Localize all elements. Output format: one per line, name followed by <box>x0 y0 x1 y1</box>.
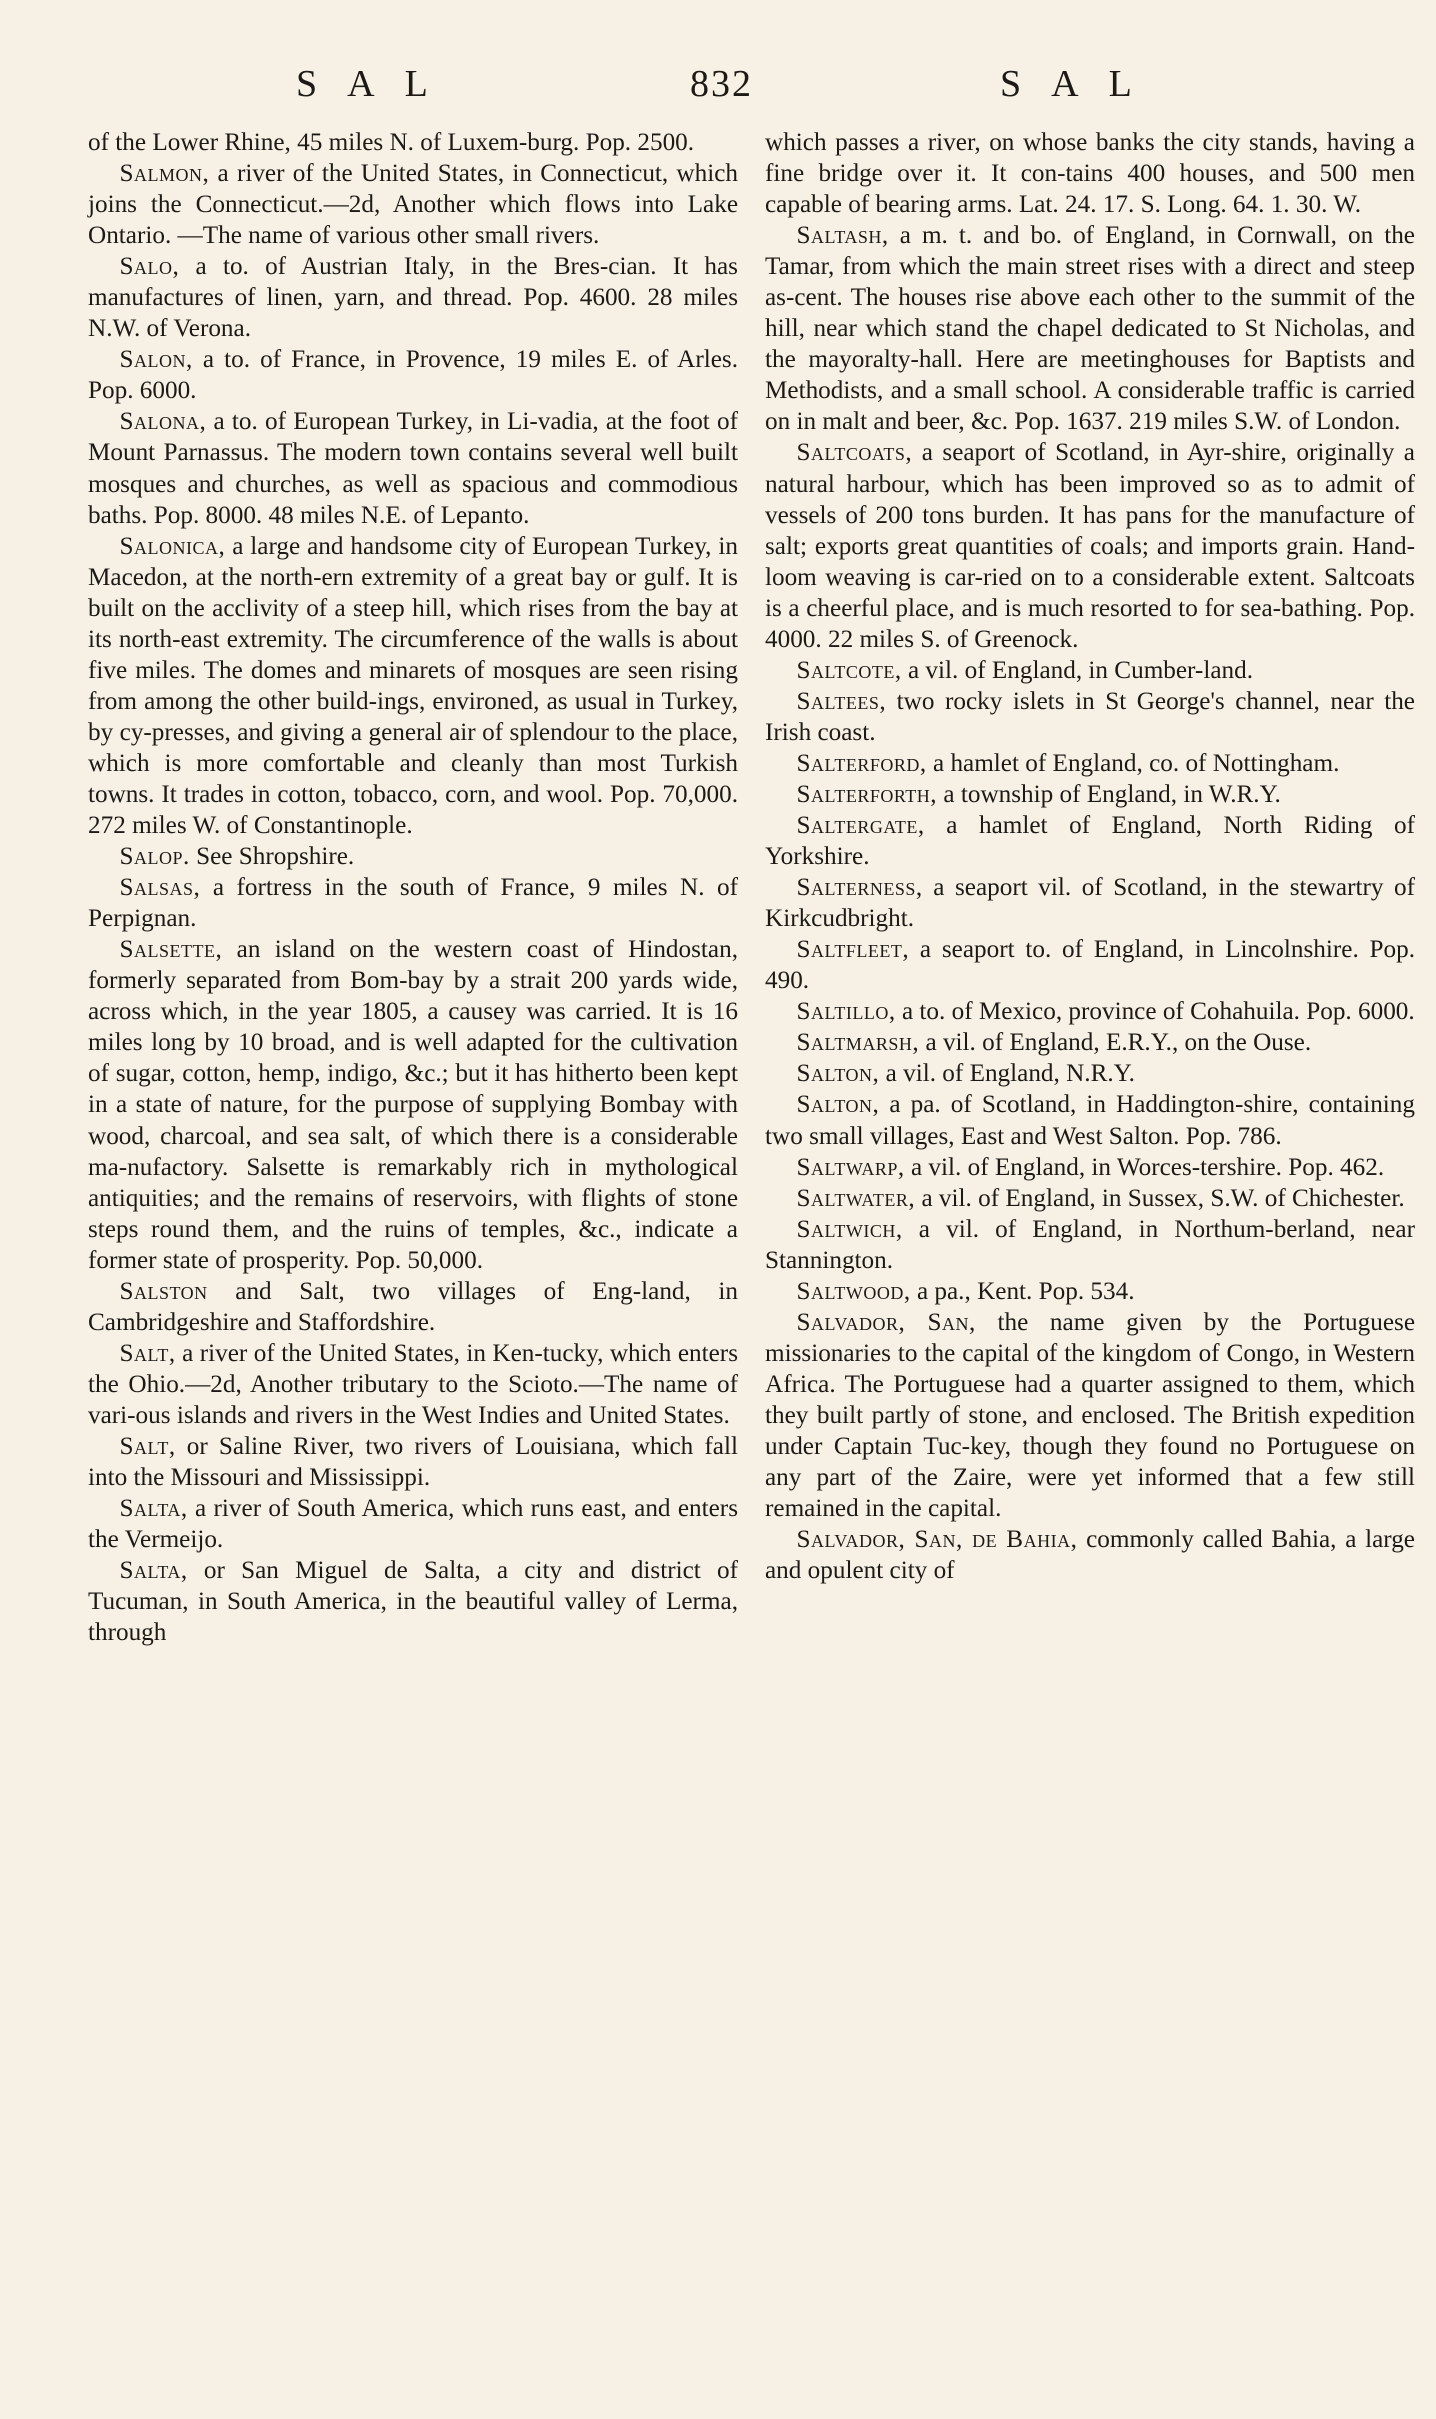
entry-headword: Salmon, <box>119 160 210 188</box>
gazetteer-entry <box>765 220 1415 437</box>
entry-headword: Saltmarsh, <box>796 1029 920 1057</box>
gazetteer-entry <box>765 748 1415 779</box>
gazetteer-entry <box>765 1276 1415 1307</box>
gazetteer-entry <box>88 158 738 251</box>
entry-headword: Salona, <box>119 408 207 436</box>
entry-text: a pa. of Scotland, in Haddington-shire, containing two small villages, East and West Salton. Pop. 786. <box>765 1091 1415 1150</box>
entry-text: or San Miguel de Salta, a city and district of Tucuman, in South America, in the beautiful valley of Lerma, through <box>88 1557 738 1647</box>
entry-headword: Saltcote, <box>796 656 902 684</box>
entry-text: commonly called Bahia, a large and opulent city of <box>765 1526 1415 1585</box>
entry-headword: Saltfleet, <box>796 936 910 964</box>
gazetteer-entry <box>765 1214 1415 1276</box>
entry-text: See Shropshire. <box>189 843 355 871</box>
entry-text: a hamlet of England, co. of Nottingham. <box>926 749 1340 777</box>
entry-headword: Salton, <box>796 1091 880 1119</box>
gazetteer-entry <box>88 1338 738 1431</box>
entry-text: the name given by the Portuguese missionaries to the capital of the kingdom of Congo, in Western Africa. The Portuguese had a quarter assigned to them, which they built partly of stone, and enclosed. The British expedition under Captain Tuc-key, though they found no Portuguese on any part of the Zaire, were yet informed that a few still remained in the capital. <box>765 1308 1415 1523</box>
entry-headword: Salo, <box>119 253 180 281</box>
right-column <box>765 127 1415 1586</box>
left-column <box>88 127 738 1648</box>
entry-headword: Saltees, <box>796 687 887 715</box>
gazetteer-entry <box>88 1555 738 1648</box>
gazetteer-entry <box>765 655 1415 686</box>
entry-text: a township of England, in W.R.Y. <box>937 780 1281 808</box>
entry-text: a river of South America, which runs east, and enters the Vermeijo. <box>88 1495 738 1554</box>
entry-headword: Saltillo, <box>796 998 896 1026</box>
gazetteer-entry <box>765 1152 1415 1183</box>
gazetteer-entry <box>88 841 738 872</box>
gazetteer-entry <box>765 1307 1415 1524</box>
entry-headword: Saltcoats, <box>796 439 913 467</box>
entry-text: and Salt, two villages of Eng-land, in Cambridgeshire and Staffordshire. <box>88 1277 738 1336</box>
entry-text: a vil. of England, in Northum-berland, near Stannington. <box>765 1215 1415 1274</box>
entry-headword: Saltwood, <box>796 1277 911 1305</box>
entry-headword: Salt, <box>119 1432 176 1460</box>
page-number: 832 <box>690 63 753 105</box>
entry-headword: Saltash, <box>796 222 889 250</box>
entry-headword: Salterforth, <box>796 780 938 808</box>
entry-text: a to. of France, in Provence, 19 miles E. of Arles. Pop. 6000. <box>88 346 738 405</box>
entry-text: a fortress in the south of France, 9 miles N. of Perpignan. <box>88 874 738 933</box>
entry-text: a m. t. and bo. of England, in Cornwall, on the Tamar, from which the main street rises with a direct and steep as-cent. The houses rise above each other to the summit of the hill, near which stand the chapel dedicated to St Nicholas, and the mayoralty-hall. Here are meetinghouses for Baptists and Methodists, and a small school. A considerable traffic is carried on in malt and beer, &c. Pop. 1637. 219 miles S.W. of London. <box>765 222 1415 436</box>
gazetteer-entry <box>88 531 738 841</box>
gazetteer-entry <box>88 1276 738 1338</box>
gazetteer-entry <box>765 872 1415 934</box>
entry-text: a vil. of England, N.R.Y. <box>879 1060 1135 1088</box>
gazetteer-entry <box>765 1524 1415 1586</box>
gazetteer-entry <box>765 1027 1415 1058</box>
entry-text: of the Lower Rhine, 45 miles N. of Luxem-burg. Pop. 2500. <box>88 129 695 156</box>
entry-headword: Saltwater, <box>796 1184 916 1212</box>
entry-text: a river of the United States, in Connecticut, which joins the Connecticut.—2d, Another which flows into Lake Ontario. —The name of various other small rivers. <box>88 160 738 250</box>
entry-text: a to. of European Turkey, in Li-vadia, at the foot of Mount Parnassus. The modern town contains several well built mosques and churches, as well as spacious and commodious baths. Pop. 8000. 48 miles N.E. of Lepanto. <box>88 408 738 529</box>
entry-headword: Salonica, <box>119 532 226 560</box>
gazetteer-entry <box>765 127 1415 220</box>
entry-text: a large and handsome city of European Turkey, in Macedon, at the north-ern extremity of a great bay or gulf. It is built on the acclivity of a steep hill, which rises from the bay at its north-east extremity. The circumference of the walls is about five miles. The domes and minarets of mosques are seen rising from among the other build-ings, environed, as usual in Turkey, by cy-presses, and giving a general air of splendour to the place, which is more comfortable and cleanly than most Turkish towns. It trades in cotton, tobacco, corn, and wool. Pop. 70,000. 272 miles W. of Constantinople. <box>88 532 738 840</box>
gazetteer-entry <box>765 934 1415 996</box>
entry-text: a vil. of England, E.R.Y., on the Ouse. <box>919 1029 1312 1057</box>
gazetteer-entry <box>765 1058 1415 1089</box>
entry-text: two rocky islets in St George's channel, near the Irish coast. <box>765 687 1415 746</box>
entry-headword: Salston <box>119 1277 208 1305</box>
entry-headword: Salvador, San, de Bahia, <box>796 1526 1078 1554</box>
entry-headword: Saltergate, <box>796 812 925 840</box>
entry-headword: Salterford, <box>796 749 927 777</box>
gazetteer-entry <box>765 1089 1415 1151</box>
gazetteer-entry <box>88 127 738 158</box>
entry-text: a vil. of England, in Worces-tershire. Pop. 462. <box>904 1153 1385 1181</box>
gazetteer-entry <box>88 251 738 344</box>
gazetteer-entry <box>765 1183 1415 1214</box>
gazetteer-entry <box>88 934 738 1276</box>
entry-text: a hamlet of England, North Riding of Yorkshire. <box>765 812 1415 871</box>
entry-text: a seaport of Scotland, in Ayr-shire, originally a natural harbour, which has been improved so as to admit of vessels of 200 tons burden. It has pans for the manufacture of salt; exports great quantities of coals; and imports grain. Hand-loom weaving is car-ried on to a considerable extent. Saltcoats is a cheerful place, and is much resorted to for sea-bathing. Pop. 4000. 22 miles S. of Greenock. <box>765 439 1415 653</box>
entry-headword: Salsas, <box>119 874 201 902</box>
entry-headword: Saltwarp, <box>796 1153 905 1181</box>
gazetteer-entry <box>88 1493 738 1555</box>
entry-text: a seaport to. of England, in Lincolnshire. Pop. 490. <box>765 936 1415 995</box>
entry-headword: Salta, <box>119 1495 188 1523</box>
gazetteer-entry <box>88 344 738 406</box>
header-left-word: SAL <box>296 63 458 105</box>
entry-headword: Salterness, <box>796 874 923 902</box>
entry-headword: Salton, <box>796 1060 880 1088</box>
gazetteer-entry <box>88 1431 738 1493</box>
running-header <box>0 62 1436 112</box>
gazetteer-entry <box>88 872 738 934</box>
entry-headword: Salt, <box>119 1339 176 1367</box>
gazetteer-entry <box>765 810 1415 872</box>
entry-text: a to. of Austrian Italy, in the Bres-cian. It has manufactures of linen, yarn, and thread. Pop. 4600. 28 miles N.W. of Verona. <box>88 253 738 343</box>
gazetteer-entry <box>765 779 1415 810</box>
entry-headword: Salon, <box>119 346 193 374</box>
entry-text: a seaport vil. of Scotland, in the stewartry of Kirkcudbright. <box>765 874 1415 933</box>
entry-text: a vil. of England, in Cumber-land. <box>901 656 1253 684</box>
gazetteer-entry <box>765 437 1415 654</box>
gazetteer-entry <box>765 686 1415 748</box>
entry-text: or Saline River, two rivers of Louisiana, which fall into the Missouri and Mississippi. <box>88 1432 738 1492</box>
entry-text: an island on the western coast of Hindostan, formerly separated from Bom-bay by a strait 200 yards wide, across which, in the year 1805, a causey was carried. It is 16 miles long by 10 broad, and is well adapted for the cultivation of sugar, cotton, hemp, indigo, &c.; but it has hitherto been kept in a state of nature, for the purpose of supplying Bombay with wood, charcoal, and sea salt, of which there is a considerable ma-nufactory. Salsette is remarkably rich in mythological antiquities; and the remains of reservoirs, with flights of stone steps round them, and the ruins of temples, &c., indicate a former state of prosperity. Pop. 50,000. <box>88 936 738 1274</box>
entry-text: which passes a river, on whose banks the city stands, having a fine bridge over it. It con-tains 400 houses, and 500 men capable of bearing arms. Lat. 24. 17. S. Long. 64. 1. 30. W. <box>765 129 1415 219</box>
header-right-word: SAL <box>1000 63 1162 105</box>
gazetteer-entry <box>765 996 1415 1027</box>
entry-text: a to. of Mexico, province of Cohahuila. Pop. 6000. <box>895 998 1415 1026</box>
entry-text: a river of the United States, in Ken-tucky, which enters the Ohio.—2d, Another tributary to the Scioto.—The name of vari-ous islands and rivers in the West Indies and United States. <box>88 1339 738 1429</box>
entry-text: a vil. of England, in Sussex, S.W. of Chichester. <box>915 1184 1405 1212</box>
entry-headword: Salvador, San, <box>796 1308 976 1336</box>
entry-text: a pa., Kent. Pop. 534. <box>910 1277 1135 1305</box>
entry-headword: Salsette, <box>119 936 223 964</box>
entry-headword: Salta, <box>119 1557 188 1585</box>
entry-headword: Saltwich, <box>796 1215 903 1243</box>
gazetteer-entry <box>88 406 738 530</box>
entry-headword: Salop. <box>119 843 190 871</box>
